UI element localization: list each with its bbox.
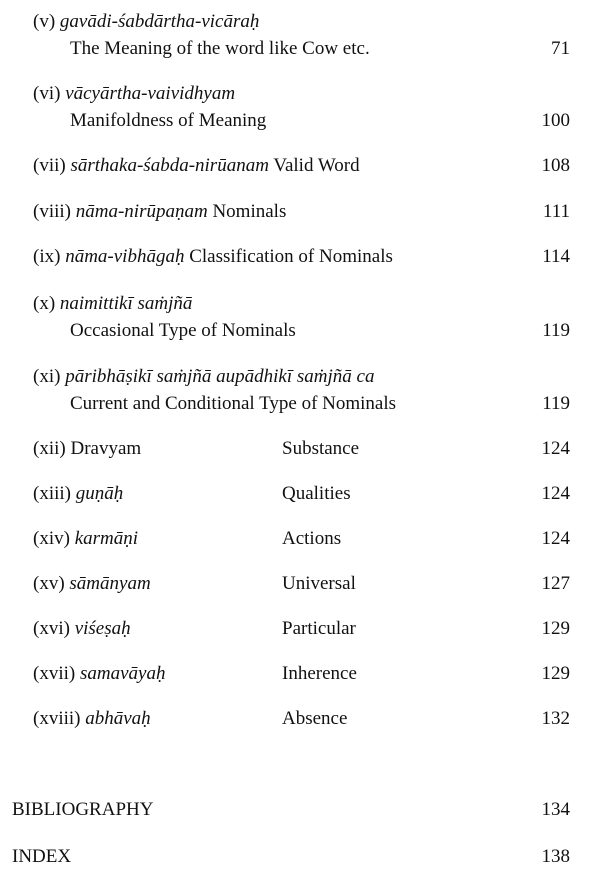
entry-xiii-line	[33, 483, 123, 505]
entry-xi-heading	[33, 366, 374, 388]
entry-page-number: 124	[541, 438, 570, 459]
entry-number: (xi)	[33, 366, 61, 387]
entry-v-heading	[33, 11, 259, 33]
entry-english-title: Universal	[282, 573, 356, 594]
entry-sanskrit-title: Dravyam	[70, 438, 142, 459]
entry-sanskrit-title: guṇāḥ	[75, 483, 124, 504]
index-page-number: 138	[541, 846, 570, 867]
entry-number: (xvi)	[33, 618, 70, 639]
entry-english-title: The Meaning of the word like Cow etc.	[70, 38, 370, 59]
entry-page-number: 129	[541, 663, 570, 684]
entry-number: (ix)	[33, 246, 61, 267]
entry-x-heading	[33, 293, 192, 315]
entry-page-number: 119	[542, 393, 570, 414]
entry-page-number: 124	[541, 528, 570, 549]
entry-sanskrit-title: abhāvaḥ	[85, 708, 151, 729]
entry-vii-line	[33, 155, 360, 177]
entry-xviii-line	[33, 708, 151, 730]
entry-xiv-line	[33, 528, 138, 550]
entry-sanskrit-title: samavāyaḥ	[79, 663, 166, 684]
entry-number: (xv)	[33, 573, 65, 594]
entry-sanskrit-title: gavādi-śabdārtha-vicāraḥ	[59, 11, 260, 32]
entry-sanskrit-title: nāma-vibhāgaḥ	[65, 246, 185, 267]
entry-page-number: 71	[551, 38, 570, 59]
entry-page-number: 114	[542, 246, 570, 267]
entry-ix-line	[33, 246, 393, 268]
bibliography-label: BIBLIOGRAPHY	[12, 799, 154, 820]
index-label: INDEX	[12, 846, 72, 867]
entry-page-number: 127	[541, 573, 570, 594]
entry-english-title: Current and Conditional Type of Nominals	[70, 393, 397, 414]
entry-sanskrit-title: karmāṇi	[74, 528, 139, 549]
entry-english-title: Inherence	[282, 663, 357, 684]
entry-vi-heading	[33, 83, 235, 105]
entry-page-number: 129	[541, 618, 570, 639]
entry-number: (vii)	[33, 155, 66, 176]
entry-english-title: Nominals	[212, 201, 287, 222]
entry-page-number: 119	[542, 320, 570, 341]
entry-page-number: 124	[541, 483, 570, 504]
entry-number: (v)	[33, 11, 56, 32]
entry-english-title: Absence	[282, 708, 348, 729]
entry-page-number: 111	[542, 201, 570, 222]
entry-number: (xiv)	[33, 528, 70, 549]
entry-sanskrit-title: viśeṣaḥ	[74, 618, 131, 639]
entry-sanskrit-title: pāribhāṣikī saṁjñā aupādhikī saṁjñā ca	[65, 366, 375, 387]
entry-sanskrit-title: sārthaka-śabda-nirūanam	[70, 155, 269, 176]
entry-english-title: Particular	[282, 618, 356, 639]
entry-number: (x)	[33, 293, 56, 314]
entry-page-number: 108	[541, 155, 570, 176]
entry-number: (xiii)	[33, 483, 71, 504]
entry-english-title: Manifoldness of Meaning	[70, 110, 267, 131]
entry-xii-line	[33, 438, 141, 460]
bibliography-page-number: 134	[541, 799, 570, 820]
entry-sanskrit-title: nāma-nirūpaṇam	[75, 201, 208, 222]
entry-english-title: Substance	[282, 438, 360, 459]
entry-number: (vi)	[33, 83, 61, 104]
entry-english-title: Qualities	[282, 483, 351, 504]
entry-xv-line	[33, 573, 151, 595]
entry-number: (xvii)	[33, 663, 76, 684]
entry-page-number: 100	[541, 110, 570, 131]
entry-english-title: Valid Word	[273, 155, 360, 176]
entry-sanskrit-title: sāmānyam	[69, 573, 151, 594]
entry-xvii-line	[33, 663, 165, 685]
entry-xvi-line	[33, 618, 131, 640]
entry-number: (viii)	[33, 201, 71, 222]
entry-english-title: Occasional Type of Nominals	[70, 320, 296, 341]
entry-english-title: Actions	[282, 528, 342, 549]
entry-sanskrit-title: vācyārtha-vaividhyam	[65, 83, 236, 104]
entry-sanskrit-title: naimittikī saṁjñā	[59, 293, 193, 314]
entry-viii-line	[33, 201, 286, 223]
entry-page-number: 132	[541, 708, 570, 729]
entry-english-title: Classification of Nominals	[189, 246, 393, 267]
entry-number: (xii)	[33, 438, 66, 459]
entry-number: (xviii)	[33, 708, 81, 729]
